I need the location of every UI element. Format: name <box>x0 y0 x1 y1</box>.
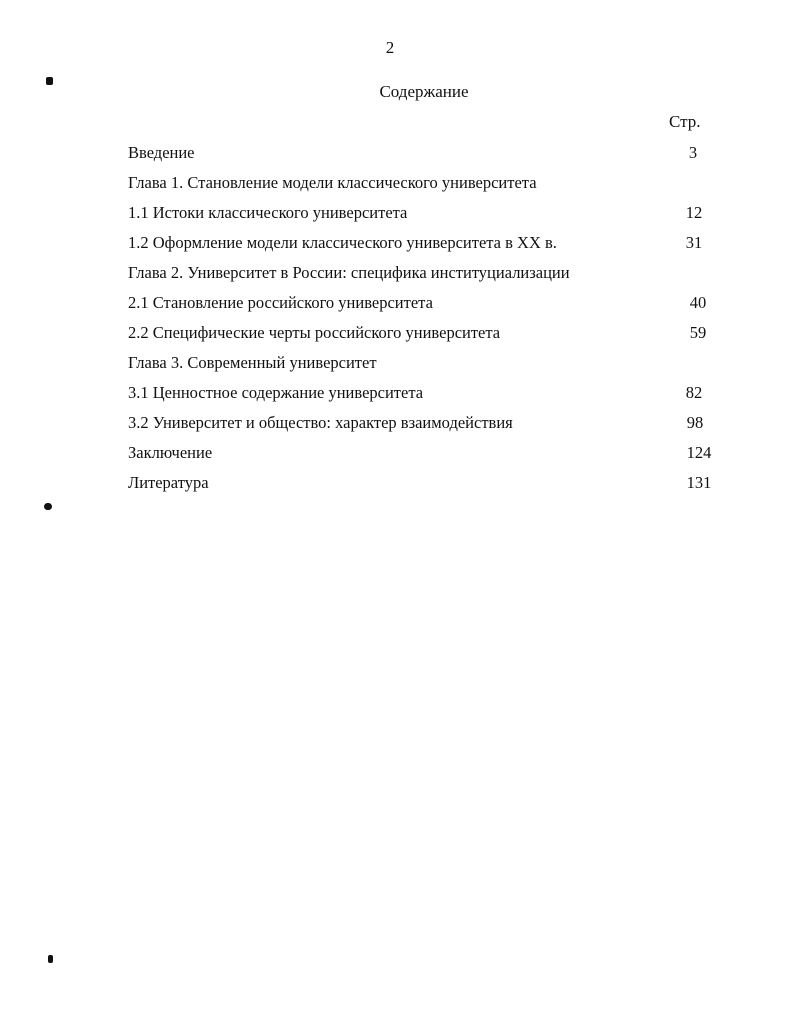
toc-entry-section-3-1 <box>128 381 728 405</box>
toc-entry-label: Введение <box>128 143 195 162</box>
toc-entry-page: 82 <box>685 383 703 402</box>
toc-entry-page: 12 <box>685 203 703 222</box>
toc-entry-label: Глава 2. Университет в России: специфика институциализации <box>128 263 570 282</box>
toc-entry-conclusion <box>128 441 728 465</box>
toc-entry-label: 3.2 Университет и общество: характер взаимодействия <box>128 413 513 432</box>
toc-entry-page: 131 <box>686 473 712 492</box>
toc-entry-page: 3 <box>688 143 698 162</box>
page-number: 2 <box>385 38 395 57</box>
toc-entry-label: 2.1 Становление российского университета <box>128 293 433 312</box>
scan-mark <box>44 503 52 510</box>
toc-entry-label: 1.2 Оформление модели классического университета в XX в. <box>128 233 557 252</box>
pages-column-header: Стр. <box>669 112 701 131</box>
toc-entry-introduction <box>128 141 728 165</box>
toc-entry-label: 2.2 Специфические черты российского университета <box>128 323 501 342</box>
toc-entry-page: 124 <box>686 443 712 462</box>
toc-entry-page: 98 <box>686 413 704 432</box>
toc-entry-section-1-2 <box>128 231 728 255</box>
toc-entry-label: 3.1 Ценностное содержание университета <box>128 383 424 402</box>
scan-mark <box>46 77 53 85</box>
toc-entry-page: 31 <box>685 233 703 252</box>
scan-mark <box>48 955 53 963</box>
toc-entry-label: Заключение <box>128 443 213 462</box>
toc-entry-chapter-2 <box>128 261 728 285</box>
toc-entry-label: Глава 1. Становление модели классического университета <box>128 173 537 192</box>
toc-entry-page: 59 <box>689 323 707 342</box>
toc-entry-page: 40 <box>689 293 707 312</box>
toc-entry-section-2-2 <box>128 321 728 345</box>
toc-title: Содержание <box>379 82 469 101</box>
toc-entry-chapter-1 <box>128 171 728 195</box>
toc-entry-section-2-1 <box>128 291 728 315</box>
toc-entry-bibliography <box>128 471 728 495</box>
toc-entry-label: Литература <box>128 473 209 492</box>
toc-entry-chapter-3 <box>128 351 728 375</box>
toc-entry-section-1-1 <box>128 201 728 225</box>
toc-entry-label: Глава 3. Современный университет <box>128 353 377 372</box>
toc-entry-section-3-2 <box>128 411 728 435</box>
toc-entry-label: 1.1 Истоки классического университета <box>128 203 408 222</box>
